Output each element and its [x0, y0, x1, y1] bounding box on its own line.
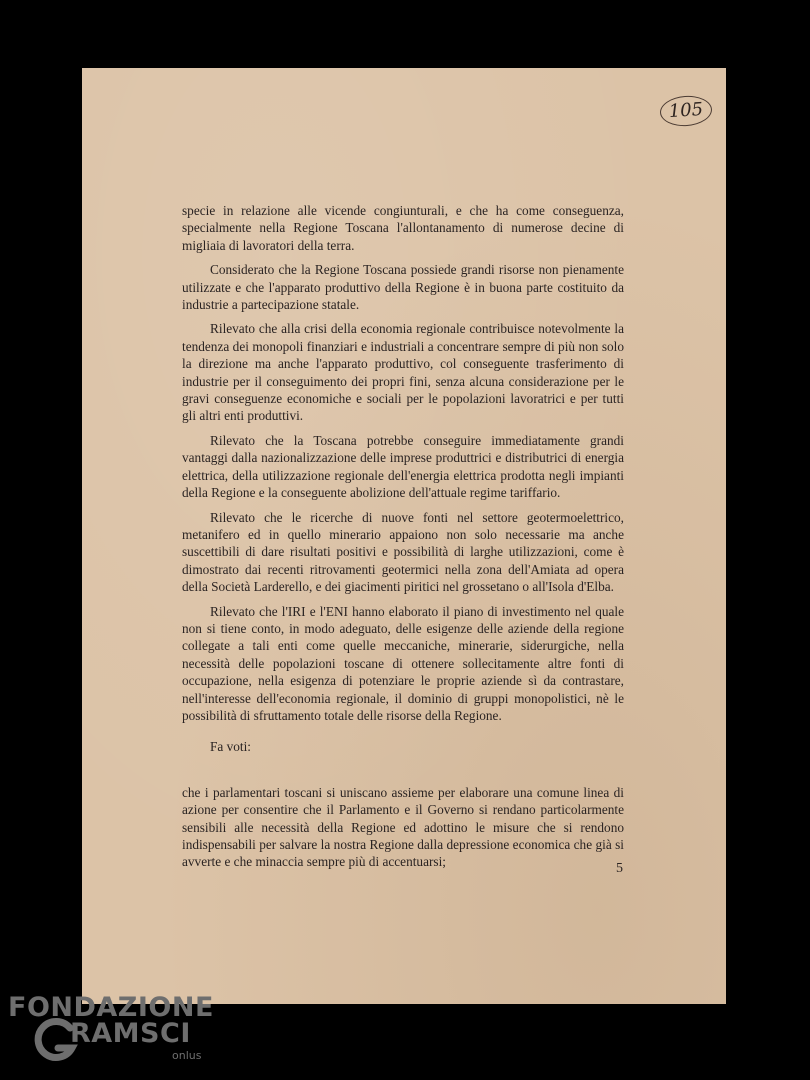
- document-page: [82, 68, 726, 1004]
- closing-paragraph: che i parlamentari toscani si uniscano assieme per elaborare una comune linea di azione per consentire che il Parlamento e il Governo si rendano particolarmente sensibili alle necessità della Regione ed adottino le misure che si rendono indispensabili per salvare la nostra Regione dalla depressione economica che già si avverte e che minaccia sempre più di accentuarsi;: [182, 784, 624, 870]
- watermark-line-2: RAMSCI: [70, 1018, 191, 1049]
- watermark-suffix: onlus: [172, 1049, 202, 1062]
- archive-page-number: 105: [659, 94, 713, 128]
- fondazione-gramsci-watermark: [8, 992, 214, 1072]
- fa-voti-heading: Fa voti:: [210, 739, 252, 755]
- paragraph-5: Rilevato che le ricerche di nuove fonti nel settore geotermoelettrico, metanifero ed in quello minerario appaiono non solo necessarie ma anche suscettibili di dare risultati positivi e possibilità di larghe utilizzazioni, come è dimostrato dai recenti ritrovamenti geotermici nella zona dell'Amiata ad opera della Società Larderello, e dei giacimenti piritici nel grossetano o all'Isola d'Elba.: [182, 509, 624, 595]
- watermark-line-1: FONDAZIONE: [8, 992, 214, 1023]
- paragraph-4: Rilevato che la Toscana potrebbe conseguire immediatamente grandi vantaggi dalla nazionalizzazione delle imprese produttrici e distributrici di energia elettrica, della utilizzazione regionale dell'energia elettrica prodotta negli impianti della Regione e la conseguente abolizione dell'attuale regime tariffario.: [182, 432, 624, 501]
- page-number: 5: [616, 861, 623, 876]
- paragraph-2: Considerato che la Regione Toscana possiede grandi risorse non pienamente utilizzate e che l'apparato produttivo della Regione è in buona parte costituito da industrie a partecipazione statale.: [182, 262, 624, 313]
- paragraph-6: Rilevato che l'IRI e l'ENI hanno elaborato il piano di investimento nel quale non si tiene conto, in modo adeguato, delle esigenze delle aziende della regione collegate a tali enti come quelle meccaniche, minerarie, siderurgiche, nella necessità delle popolazioni toscane di ottenere sollecitamente altre fonti di occupazione, nella esigenza di potenziare le proprie aziende sì da contrastare, nell'interesse dell'economia regionale, il dominio di gruppi monopolistici, nè le possibilità di sfruttamento totale delle risorse della Regione.: [182, 603, 624, 723]
- paragraph-3: Rilevato che alla crisi della economia regionale contribuisce notevolmente la tendenza dei monopoli finanziari e industriali a concentrare sempre di più non solo la direzione ma anche l'apparato produttivo, col conseguente trasferimento di industrie per il conseguimento dei propri fini, senza alcuna considerazione per le gravi conseguenze economiche e sociali per le popolazioni lavoratrici e per tutti gli altri enti produttivi.: [182, 321, 624, 424]
- paragraph-1: specie in relazione alle vicende congiunturali, e che ha come conseguenza, specialmente nella Regione Toscana l'allontanamento di numerose decine di migliaia di lavoratori della terra.: [182, 203, 624, 253]
- document-body: [182, 202, 624, 878]
